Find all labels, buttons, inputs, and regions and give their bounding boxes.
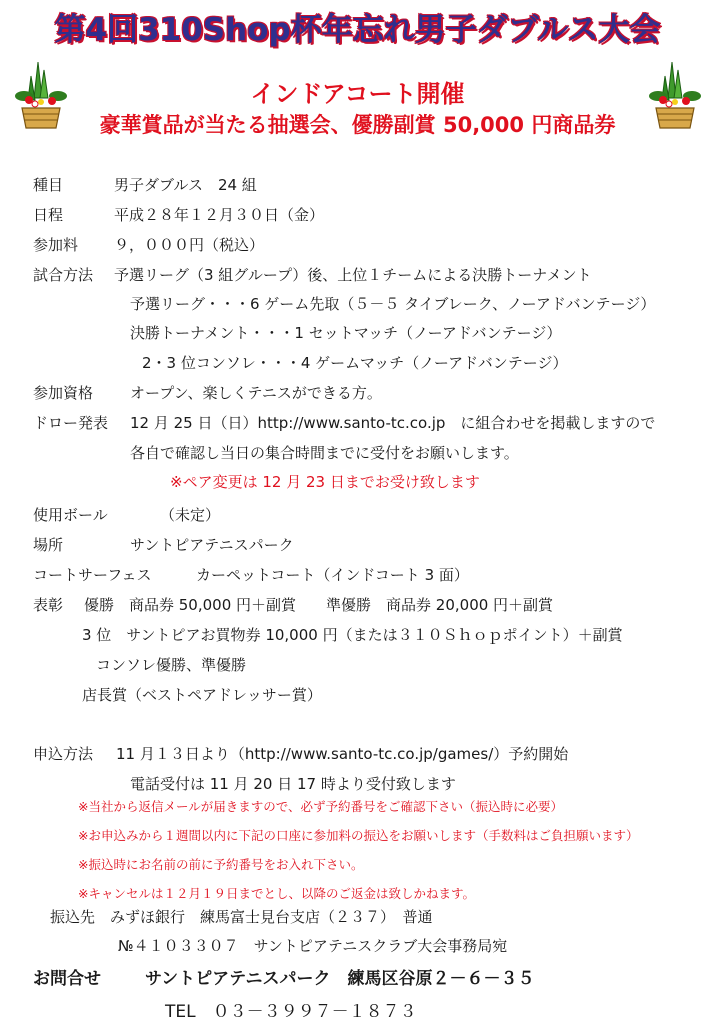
format-line: 決勝トーナメント・・・1 セットマッチ（ノーアドバンテージ） <box>130 324 562 342</box>
phone-line: 電話受付は 11 月 20 日 17 時より受付致します <box>130 775 456 793</box>
fee-value: ９，０００円（税込） <box>114 236 265 254</box>
method-label: 申込方法 <box>33 745 94 763</box>
draw-value: 12 月 25 日（日）http://www.santo-tc.co.jp に組合わせを掲載しますので <box>130 414 656 432</box>
page-title: 第4回310Shop杯年忘れ男子ダブルス大会 <box>54 12 661 48</box>
award-label: 表彰 <box>33 596 64 614</box>
event-value: 男子ダブルス 24 組 <box>114 176 257 194</box>
venue-value: サントピアテニスパーク <box>130 536 294 554</box>
format-line: 2・3 位コンソレ・・・4 ゲームマッチ（ノーアドバンテージ） <box>142 354 568 372</box>
venue-label: 場所 <box>33 536 64 554</box>
eligibility-label: 参加資格 <box>33 384 94 402</box>
contact-value: サントピアテニスパーク 練馬区谷原２－６－３５ <box>145 969 535 989</box>
contact-label: お問合せ <box>33 969 101 989</box>
application-note: ※当社から返信メールが届きますので、必ず予約番号をご確認下さい（振込時に必要） <box>78 799 563 814</box>
subtitle: インドアコート開催 <box>250 80 465 108</box>
application-note: ※振込時にお名前の前に予約番号をお入れ下さい。 <box>78 857 364 872</box>
award-line: 店長賞（ベストペアドレッサー賞） <box>82 686 322 704</box>
method-value: 11 月１３日より（http://www.santo-tc.co.jp/games/）予約開始 <box>116 745 569 763</box>
pair-change-note: ※ペア変更は 12 月 23 日までお受け致します <box>170 473 480 491</box>
prize-line: 豪華賞品が当たる抽選会、優勝副賞 50,000 円商品券 <box>99 113 616 137</box>
draw-line: 各自で確認し当日の集合時間までに受付をお願いします。 <box>130 444 519 462</box>
event-label: 種目 <box>33 176 64 194</box>
format-label: 試合方法 <box>33 266 94 284</box>
account-line: №４１０３３０７ サントピアテニスクラブ大会事務局宛 <box>118 937 508 955</box>
award-line: コンソレ優勝、準優勝 <box>96 656 247 674</box>
ball-value: （未定） <box>160 506 221 524</box>
format-line: 予選リーグ・・・6 ゲーム先取（５－５ タイブレーク、ノーアドバンテージ） <box>130 295 656 313</box>
fee-label: 参加料 <box>33 236 79 254</box>
ball-label: 使用ボール <box>33 506 108 524</box>
draw-label: ドロー発表 <box>33 414 109 432</box>
application-note: ※キャンセルは１２月１９日までとし、以降のご返金は致しかねます。 <box>78 886 475 901</box>
surface-label: コートサーフェス <box>33 566 152 584</box>
bank-line: 振込先 みずほ銀行 練馬富士見台支店（２３７） 普通 <box>50 908 433 926</box>
surface-value: カーペットコート（インドコート 3 面） <box>196 566 469 584</box>
application-note: ※お申込みから１週間以内に下記の口座に参加料の振込をお願いします（手数料はご負担願います） <box>78 828 639 843</box>
award-line: 優勝 商品券 50,000 円＋副賞 準優勝 商品券 20,000 円＋副賞 <box>84 596 554 614</box>
date-label: 日程 <box>33 206 64 224</box>
contact-tel: TEL ０３－３９９７－１８７３ <box>165 1002 417 1022</box>
award-line: 3 位 サントピアお買物券 10,000 円（または３１０Ｓｈｏｐポイント）＋副賞 <box>82 626 623 644</box>
eligibility-value: オープン、楽しくテニスができる方。 <box>130 384 382 402</box>
date-value: 平成２８年１２月３０日（金） <box>114 206 325 224</box>
format-value: 予選リーグ（3 組グループ）後、上位１チームによる決勝トーナメント <box>114 266 592 284</box>
